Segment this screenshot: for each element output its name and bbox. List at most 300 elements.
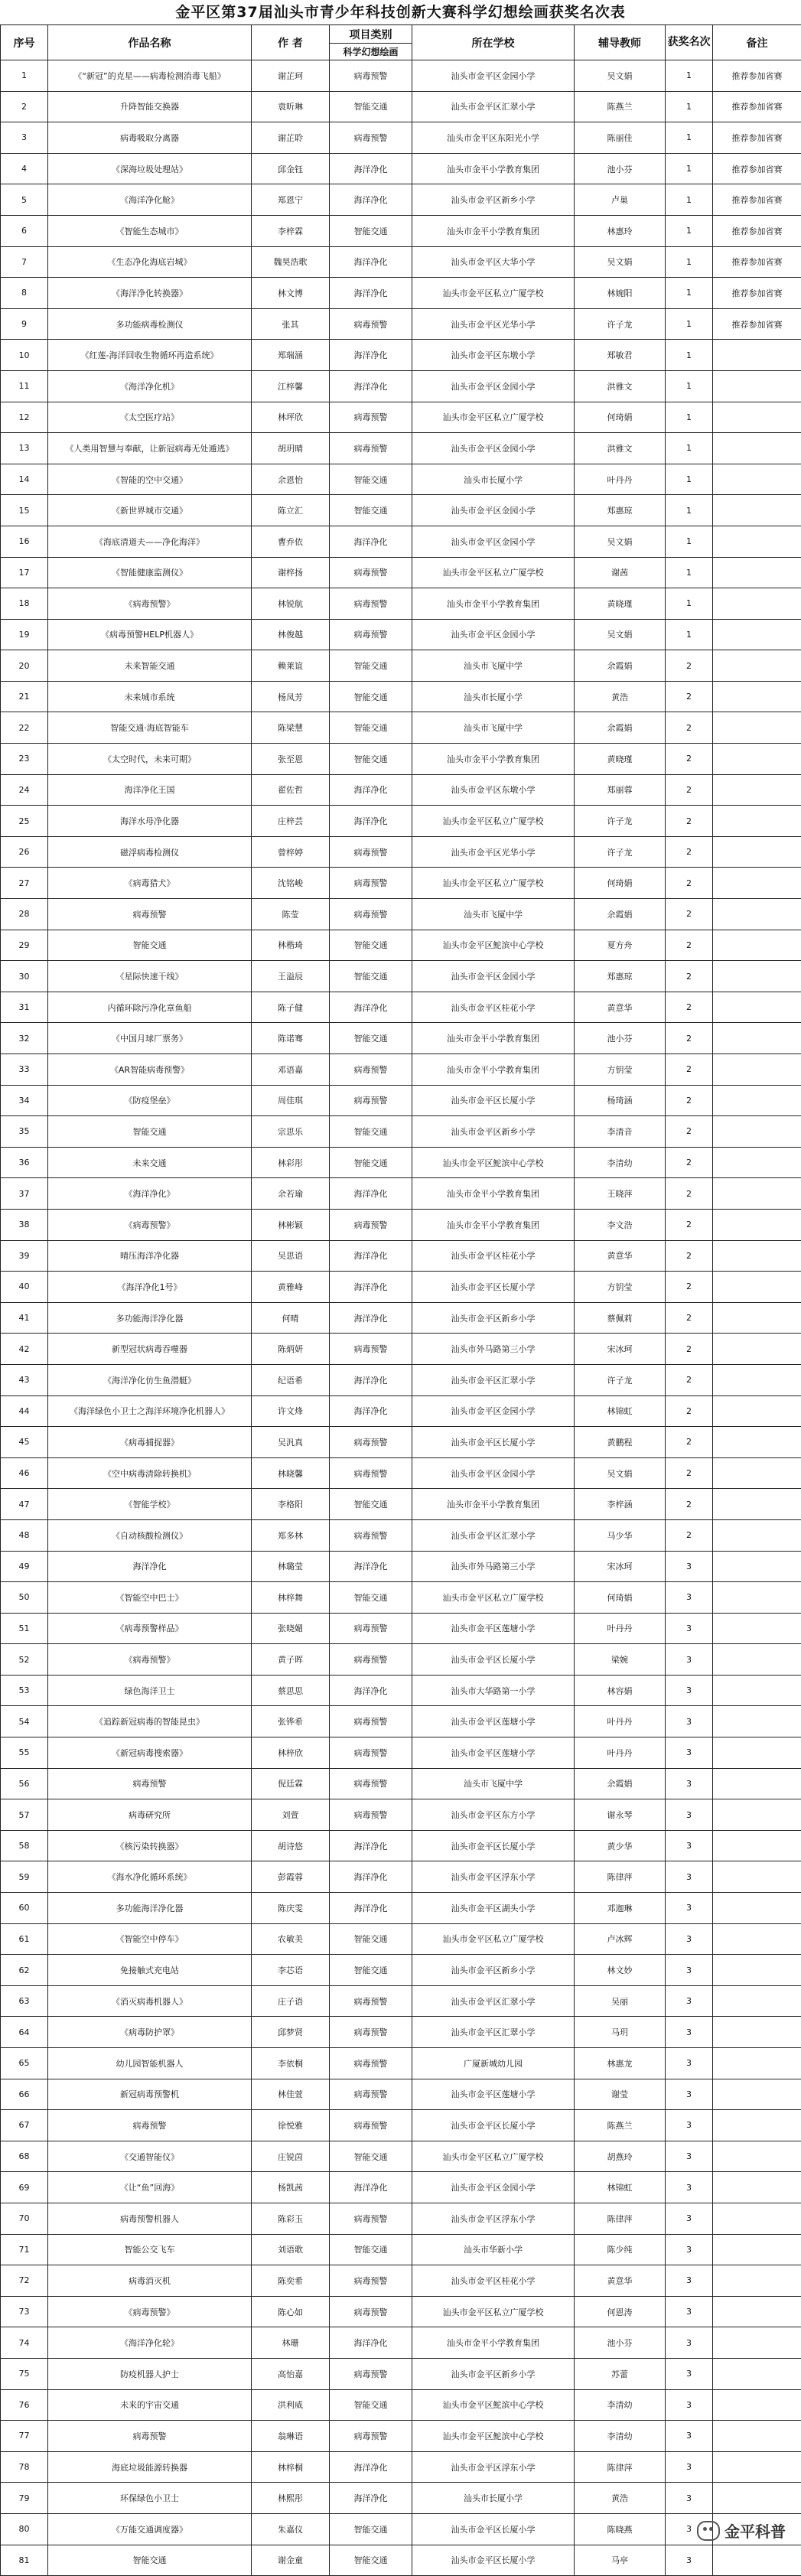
table-row xyxy=(1,1116,801,1148)
cell-category: 病毒预警 xyxy=(330,1644,412,1676)
table-row xyxy=(1,2203,801,2234)
cell-author: 林梓欣 xyxy=(252,1737,330,1769)
cell-note xyxy=(713,2017,801,2048)
cell-work: 《海洋净化仿生鱼潜艇》 xyxy=(48,1364,252,1395)
cell-teacher: 马玥 xyxy=(575,2017,666,2048)
table-row xyxy=(1,1768,801,1799)
header-rank: 获奖名次 xyxy=(666,25,713,60)
cell-rank: 1 xyxy=(666,308,713,340)
cell-work: 多功能海洋净化器 xyxy=(48,1893,252,1924)
cell-category: 智能交通 xyxy=(330,744,412,775)
cell-author: 陈炳妍 xyxy=(252,1334,330,1365)
cell-rank: 2 xyxy=(666,712,713,744)
cell-work: 《空中病毒清除转换机》 xyxy=(48,1457,252,1489)
table-row xyxy=(1,992,801,1023)
cell-school: 汕头市飞厦中学 xyxy=(412,650,575,682)
table-row xyxy=(1,91,801,122)
cell-rank: 2 xyxy=(666,1054,713,1086)
cell-work: 《海洋绿色小卫士之海洋环境净化机器人》 xyxy=(48,1395,252,1427)
cell-teacher: 李清幼 xyxy=(575,2421,666,2452)
cell-no: 66 xyxy=(1,2079,48,2110)
cell-author: 郑恩宁 xyxy=(252,184,330,216)
cell-teacher: 叶丹丹 xyxy=(575,1737,666,1769)
table-row xyxy=(1,836,801,868)
cell-rank: 1 xyxy=(666,370,713,402)
cell-school: 汕头市金平区光华小学 xyxy=(412,836,575,868)
cell-category: 病毒预警 xyxy=(330,433,412,464)
cell-teacher: 郑惠琼 xyxy=(575,495,666,526)
cell-work: 《追踪新冠病毒的智能昆虫》 xyxy=(48,1706,252,1737)
cell-teacher: 许子龙 xyxy=(575,1364,666,1395)
cell-rank: 3 xyxy=(666,1861,713,1893)
cell-note xyxy=(713,1209,801,1240)
cell-work: 《核污染转换器》 xyxy=(48,1830,252,1861)
table-row xyxy=(1,1551,801,1582)
cell-author: 谢金童 xyxy=(252,2545,330,2576)
cell-teacher: 吴文娟 xyxy=(575,1457,666,1489)
cell-rank: 2 xyxy=(666,1489,713,1520)
cell-category: 病毒预警 xyxy=(330,1085,412,1116)
cell-no: 42 xyxy=(1,1334,48,1365)
cell-author: 朱嘉仪 xyxy=(252,2513,330,2545)
cell-category: 病毒预警 xyxy=(330,2265,412,2297)
cell-school: 汕头市金平区汇翠小学 xyxy=(412,91,575,122)
cell-category: 病毒预警 xyxy=(330,557,412,588)
cell-school: 汕头市金平区鮀滨中心学校 xyxy=(412,2421,575,2452)
cell-rank: 1 xyxy=(666,526,713,557)
cell-category: 病毒预警 xyxy=(330,2017,412,2048)
cell-rank: 1 xyxy=(666,495,713,526)
cell-author: 郑瑞涵 xyxy=(252,340,330,371)
cell-author: 林楷琦 xyxy=(252,930,330,961)
cell-rank: 3 xyxy=(666,2389,713,2421)
cell-no: 17 xyxy=(1,557,48,588)
cell-author: 胡诗悠 xyxy=(252,1830,330,1861)
cell-teacher: 谢永琴 xyxy=(575,1799,666,1831)
cell-teacher: 马亭 xyxy=(575,2545,666,2576)
cell-rank: 1 xyxy=(666,464,713,495)
cell-category: 智能交通 xyxy=(330,495,412,526)
cell-teacher: 郑丽蓉 xyxy=(575,774,666,806)
cell-category: 病毒预警 xyxy=(330,868,412,899)
cell-author: 沈铭峻 xyxy=(252,868,330,899)
cell-note xyxy=(713,1955,801,1986)
cell-work: 新冠病毒预警机 xyxy=(48,2079,252,2110)
cell-rank: 2 xyxy=(666,836,713,868)
cell-no: 28 xyxy=(1,899,48,930)
cell-work: 智能交通 xyxy=(48,930,252,961)
cell-note xyxy=(713,1302,801,1334)
cell-note xyxy=(713,650,801,682)
cell-category: 海洋净化 xyxy=(330,1395,412,1427)
cell-category: 病毒预警 xyxy=(330,122,412,154)
cell-rank: 2 xyxy=(666,744,713,775)
cell-teacher: 李文浩 xyxy=(575,1209,666,1240)
cell-school: 汕头市金平区私立广厦学校 xyxy=(412,402,575,433)
cell-school: 汕头市金平区长厦小学 xyxy=(412,2513,575,2545)
cell-no: 25 xyxy=(1,806,48,837)
cell-category: 病毒预警 xyxy=(330,1799,412,1831)
cell-no: 57 xyxy=(1,1799,48,1831)
cell-work: 《智能的空中交通》 xyxy=(48,464,252,495)
cell-rank: 2 xyxy=(666,1395,713,1427)
cell-author: 邓语嘉 xyxy=(252,1054,330,1086)
cell-work: 《星际快速干线》 xyxy=(48,961,252,992)
cell-no: 53 xyxy=(1,1675,48,1706)
cell-category: 海洋净化 xyxy=(330,246,412,278)
cell-work: 病毒预警机器人 xyxy=(48,2203,252,2234)
cell-rank: 3 xyxy=(666,1830,713,1861)
cell-category: 智能交通 xyxy=(330,2389,412,2421)
cell-teacher: 陈晓燕 xyxy=(575,2513,666,2545)
cell-work: 《消灭病毒机器人》 xyxy=(48,1985,252,2017)
cell-school: 汕头市金平区东阳光小学 xyxy=(412,122,575,154)
cell-teacher: 王晓萍 xyxy=(575,1178,666,1210)
cell-work: 《“新冠”的克星——病毒检测消毒飞船》 xyxy=(48,60,252,92)
cell-category: 病毒预警 xyxy=(330,60,412,92)
cell-teacher: 吴文娟 xyxy=(575,246,666,278)
cell-school: 汕头市金平区金园小学 xyxy=(412,60,575,92)
cell-teacher: 方钥莹 xyxy=(575,1272,666,1303)
cell-note xyxy=(713,1023,801,1054)
cell-work: 《红莲-海洋回收生物循环再造系统》 xyxy=(48,340,252,371)
cell-note xyxy=(713,1644,801,1676)
cell-rank: 2 xyxy=(666,992,713,1023)
cell-note xyxy=(713,1551,801,1582)
cell-school: 汕头市金平区长厦小学 xyxy=(412,1272,575,1303)
cell-work: 《海底清道夫——净化海洋》 xyxy=(48,526,252,557)
cell-author: 张铧希 xyxy=(252,1706,330,1737)
cell-rank: 3 xyxy=(666,1893,713,1924)
cell-no: 80 xyxy=(1,2513,48,2545)
cell-category: 病毒预警 xyxy=(330,1985,412,2017)
cell-school: 汕头市金平区东墩小学 xyxy=(412,340,575,371)
cell-teacher: 许子龙 xyxy=(575,308,666,340)
cell-work: 《深海垃圾处理站》 xyxy=(48,153,252,184)
cell-rank: 3 xyxy=(666,1644,713,1676)
cell-author: 余恩怡 xyxy=(252,464,330,495)
cell-school: 汕头市金平区莲塘小学 xyxy=(412,2079,575,2110)
cell-teacher: 洪雅文 xyxy=(575,433,666,464)
cell-teacher: 林锦虹 xyxy=(575,2172,666,2203)
cell-note xyxy=(713,1582,801,1614)
cell-note xyxy=(713,1395,801,1427)
cell-rank: 3 xyxy=(666,1551,713,1582)
cell-note xyxy=(713,1054,801,1086)
cell-rank: 1 xyxy=(666,557,713,588)
cell-teacher: 何恩涛 xyxy=(575,2296,666,2327)
cell-category: 病毒预警 xyxy=(330,1054,412,1086)
cell-teacher: 马少华 xyxy=(575,1519,666,1551)
cell-rank: 1 xyxy=(666,278,713,309)
cell-work: 《海洋净化》 xyxy=(48,1178,252,1210)
cell-author: 林锐航 xyxy=(252,588,330,620)
cell-school: 汕头市金平区湖头小学 xyxy=(412,1893,575,1924)
table-row xyxy=(1,1644,801,1676)
cell-no: 43 xyxy=(1,1364,48,1395)
cell-category: 海洋净化 xyxy=(330,153,412,184)
cell-note xyxy=(713,1706,801,1737)
header-school: 所在学校 xyxy=(412,25,575,60)
cell-author: 倪廷霖 xyxy=(252,1768,330,1799)
cell-rank: 2 xyxy=(666,1272,713,1303)
cell-note xyxy=(713,1893,801,1924)
cell-teacher: 黄晓瑾 xyxy=(575,588,666,620)
cell-school: 汕头市金平区浮东小学 xyxy=(412,2203,575,2234)
cell-no: 20 xyxy=(1,650,48,682)
cell-rank: 2 xyxy=(666,1209,713,1240)
cell-category: 智能交通 xyxy=(330,1923,412,1955)
cell-no: 77 xyxy=(1,2421,48,2452)
cell-category: 海洋净化 xyxy=(330,1302,412,1334)
cell-work: 绿色海洋卫士 xyxy=(48,1675,252,1706)
cell-work: 《病毒预警》 xyxy=(48,2296,252,2327)
cell-rank: 1 xyxy=(666,433,713,464)
cell-work: 智能交通·海底智能车 xyxy=(48,712,252,744)
cell-teacher: 陈律萍 xyxy=(575,2451,666,2483)
cell-category: 病毒预警 xyxy=(330,1737,412,1769)
cell-no: 22 xyxy=(1,712,48,744)
cell-school: 汕头市金平区桂花小学 xyxy=(412,992,575,1023)
cell-teacher: 余霞娟 xyxy=(575,650,666,682)
cell-school: 汕头市金平小学教育集团 xyxy=(412,588,575,620)
cell-no: 21 xyxy=(1,681,48,712)
cell-teacher: 卢冰辉 xyxy=(575,1923,666,1955)
cell-no: 60 xyxy=(1,1893,48,1924)
cell-teacher: 李梓涵 xyxy=(575,1489,666,1520)
cell-school: 汕头市金平区浮东小学 xyxy=(412,1861,575,1893)
cell-no: 46 xyxy=(1,1457,48,1489)
cell-rank: 3 xyxy=(666,1923,713,1955)
cell-category: 海洋净化 xyxy=(330,1178,412,1210)
table-row xyxy=(1,1582,801,1614)
cell-category: 病毒预警 xyxy=(330,1427,412,1458)
cell-teacher: 林婉阳 xyxy=(575,278,666,309)
cell-category: 病毒预警 xyxy=(330,1209,412,1240)
cell-author: 魏昊浩歌 xyxy=(252,246,330,278)
cell-school: 汕头市华新小学 xyxy=(412,2234,575,2265)
cell-work: 病毒预警 xyxy=(48,899,252,930)
cell-note xyxy=(713,2358,801,2389)
cell-school: 汕头市长厦小学 xyxy=(412,464,575,495)
cell-teacher: 黄意华 xyxy=(575,2265,666,2297)
cell-author: 林文博 xyxy=(252,278,330,309)
cell-school: 汕头市金平区新乡小学 xyxy=(412,184,575,216)
cell-category: 病毒预警 xyxy=(330,2048,412,2079)
cell-school: 汕头市金平区新乡小学 xyxy=(412,1116,575,1148)
cell-work: 《太空医疗站》 xyxy=(48,402,252,433)
cell-note xyxy=(713,899,801,930)
cell-category: 智能交通 xyxy=(330,1116,412,1148)
cell-teacher: 卢巢 xyxy=(575,184,666,216)
cell-note xyxy=(713,1272,801,1303)
cell-no: 7 xyxy=(1,246,48,278)
cell-no: 32 xyxy=(1,1023,48,1054)
cell-school: 汕头市金平区金园小学 xyxy=(412,433,575,464)
cell-note xyxy=(713,1768,801,1799)
cell-author: 张其 xyxy=(252,308,330,340)
cell-rank: 2 xyxy=(666,961,713,992)
cell-teacher: 何琦娟 xyxy=(575,868,666,899)
cell-author: 吴汎真 xyxy=(252,1427,330,1458)
cell-author: 周佳琪 xyxy=(252,1085,330,1116)
cell-note xyxy=(713,402,801,433)
cell-school: 汕头市金平区东方小学 xyxy=(412,1799,575,1831)
cell-author: 宗思乐 xyxy=(252,1116,330,1148)
cell-note xyxy=(713,1085,801,1116)
cell-note xyxy=(713,1675,801,1706)
cell-note xyxy=(713,619,801,650)
cell-category: 智能交通 xyxy=(330,2545,412,2576)
cell-rank: 3 xyxy=(666,2327,713,2359)
cell-category: 病毒预警 xyxy=(330,402,412,433)
cell-category: 智能交通 xyxy=(330,681,412,712)
table-row xyxy=(1,1519,801,1551)
cell-category: 海洋净化 xyxy=(330,1551,412,1582)
cell-author: 郑多林 xyxy=(252,1519,330,1551)
cell-no: 11 xyxy=(1,370,48,402)
cell-work: 病毒预警 xyxy=(48,1768,252,1799)
cell-note: 推荐参加省赛 xyxy=(713,246,801,278)
cell-work: 病毒预警 xyxy=(48,2421,252,2452)
cell-no: 61 xyxy=(1,1923,48,1955)
cell-no: 81 xyxy=(1,2545,48,2576)
cell-note xyxy=(713,2327,801,2359)
cell-rank: 3 xyxy=(666,2545,713,2576)
cell-note xyxy=(713,495,801,526)
cell-note xyxy=(713,588,801,620)
cell-school: 汕头市金平区莲塘小学 xyxy=(412,1613,575,1644)
cell-teacher: 李清音 xyxy=(575,1116,666,1148)
cell-note xyxy=(713,433,801,464)
cell-category: 智能交通 xyxy=(330,464,412,495)
cell-author: 林俊越 xyxy=(252,619,330,650)
header-category-sub: 科学幻想绘画 xyxy=(330,44,412,60)
cell-author: 胡玥晴 xyxy=(252,433,330,464)
cell-author: 林彩彤 xyxy=(252,1147,330,1178)
page-title: 金平区第37届汕头市青少年科技创新大赛科学幻想绘画获奖名次表 xyxy=(0,0,801,24)
cell-note xyxy=(713,1178,801,1210)
cell-category: 海洋净化 xyxy=(330,340,412,371)
table-row xyxy=(1,246,801,278)
cell-work: 《交通智能仪》 xyxy=(48,2141,252,2172)
cell-school: 汕头市金平区私立广厦学校 xyxy=(412,2296,575,2327)
cell-work: 病毒吸取分离器 xyxy=(48,122,252,154)
table-row xyxy=(1,2389,801,2421)
cell-author: 陈立汇 xyxy=(252,495,330,526)
cell-author: 许文烽 xyxy=(252,1395,330,1427)
cell-category: 智能交通 xyxy=(330,1147,412,1178)
cell-work: 《病毒预警HELP机器人》 xyxy=(48,619,252,650)
cell-author: 陈莹 xyxy=(252,899,330,930)
cell-note: 推荐参加省赛 xyxy=(713,153,801,184)
cell-category: 海洋净化 xyxy=(330,370,412,402)
cell-category: 智能交通 xyxy=(330,1955,412,1986)
cell-school: 汕头市金平区东墩小学 xyxy=(412,774,575,806)
cell-rank: 2 xyxy=(666,1427,713,1458)
cell-rank: 2 xyxy=(666,1116,713,1148)
table-row xyxy=(1,1427,801,1458)
cell-note xyxy=(713,1364,801,1395)
cell-note xyxy=(713,1737,801,1769)
cell-no: 12 xyxy=(1,402,48,433)
cell-author: 曹乔依 xyxy=(252,526,330,557)
cell-work: 《新世界城市交通》 xyxy=(48,495,252,526)
cell-teacher: 谢莹 xyxy=(575,2079,666,2110)
cell-work: 《自动核酸检测仪》 xyxy=(48,1519,252,1551)
cell-note: 推荐参加省赛 xyxy=(713,122,801,154)
cell-school: 汕头市大华路第一小学 xyxy=(412,1675,575,1706)
cell-school: 汕头市金平区鮀滨中心学校 xyxy=(412,1147,575,1178)
table-row xyxy=(1,464,801,495)
cell-category: 智能交通 xyxy=(330,650,412,682)
cell-note xyxy=(713,340,801,371)
cell-note xyxy=(713,1830,801,1861)
table-row xyxy=(1,619,801,650)
cell-school: 汕头市金平区桂花小学 xyxy=(412,2265,575,2297)
table-row xyxy=(1,1023,801,1054)
cell-note xyxy=(713,2545,801,2576)
cell-rank: 2 xyxy=(666,930,713,961)
cell-work: 海洋净化王国 xyxy=(48,774,252,806)
cell-note: 推荐参加省赛 xyxy=(713,215,801,246)
cell-school: 汕头市金平区金园小学 xyxy=(412,370,575,402)
table-row xyxy=(1,1489,801,1520)
cell-author: 陈庆雯 xyxy=(252,1893,330,1924)
table-row xyxy=(1,774,801,806)
cell-rank: 1 xyxy=(666,619,713,650)
cell-rank: 1 xyxy=(666,60,713,92)
cell-category: 病毒预警 xyxy=(330,2358,412,2389)
cell-teacher: 夏方舟 xyxy=(575,930,666,961)
cell-note xyxy=(713,1799,801,1831)
cell-teacher: 洪雅文 xyxy=(575,370,666,402)
cell-no: 33 xyxy=(1,1054,48,1086)
cell-rank: 3 xyxy=(666,1768,713,1799)
cell-school: 汕头市飞厦中学 xyxy=(412,1768,575,1799)
cell-teacher: 邓迦琳 xyxy=(575,1893,666,1924)
table-row xyxy=(1,1613,801,1644)
cell-teacher: 黄浩 xyxy=(575,681,666,712)
cell-teacher: 黄意华 xyxy=(575,1240,666,1272)
cell-teacher: 黄少华 xyxy=(575,1830,666,1861)
cell-note xyxy=(713,2234,801,2265)
cell-author: 刘语歌 xyxy=(252,2234,330,2265)
cell-author: 洪利威 xyxy=(252,2389,330,2421)
cell-no: 51 xyxy=(1,1613,48,1644)
cell-rank: 1 xyxy=(666,246,713,278)
cell-category: 智能交通 xyxy=(330,1489,412,1520)
cell-teacher: 陈少纯 xyxy=(575,2234,666,2265)
table-row xyxy=(1,712,801,744)
cell-no: 76 xyxy=(1,2389,48,2421)
cell-author: 庄锐茵 xyxy=(252,2141,330,2172)
table-row xyxy=(1,1334,801,1365)
cell-note: 推荐参加省赛 xyxy=(713,91,801,122)
cell-category: 病毒预警 xyxy=(330,2296,412,2327)
cell-work: 新型冠状病毒吞噬器 xyxy=(48,1334,252,1365)
cell-rank: 1 xyxy=(666,340,713,371)
cell-no: 2 xyxy=(1,91,48,122)
cell-note xyxy=(713,2389,801,2421)
table-row xyxy=(1,557,801,588)
table-row xyxy=(1,308,801,340)
cell-teacher: 方钥莹 xyxy=(575,1054,666,1086)
cell-school: 汕头市金平区汇翠小学 xyxy=(412,1985,575,2017)
cell-no: 34 xyxy=(1,1085,48,1116)
cell-no: 68 xyxy=(1,2141,48,2172)
cell-work: 《病毒预警样品》 xyxy=(48,1613,252,1644)
